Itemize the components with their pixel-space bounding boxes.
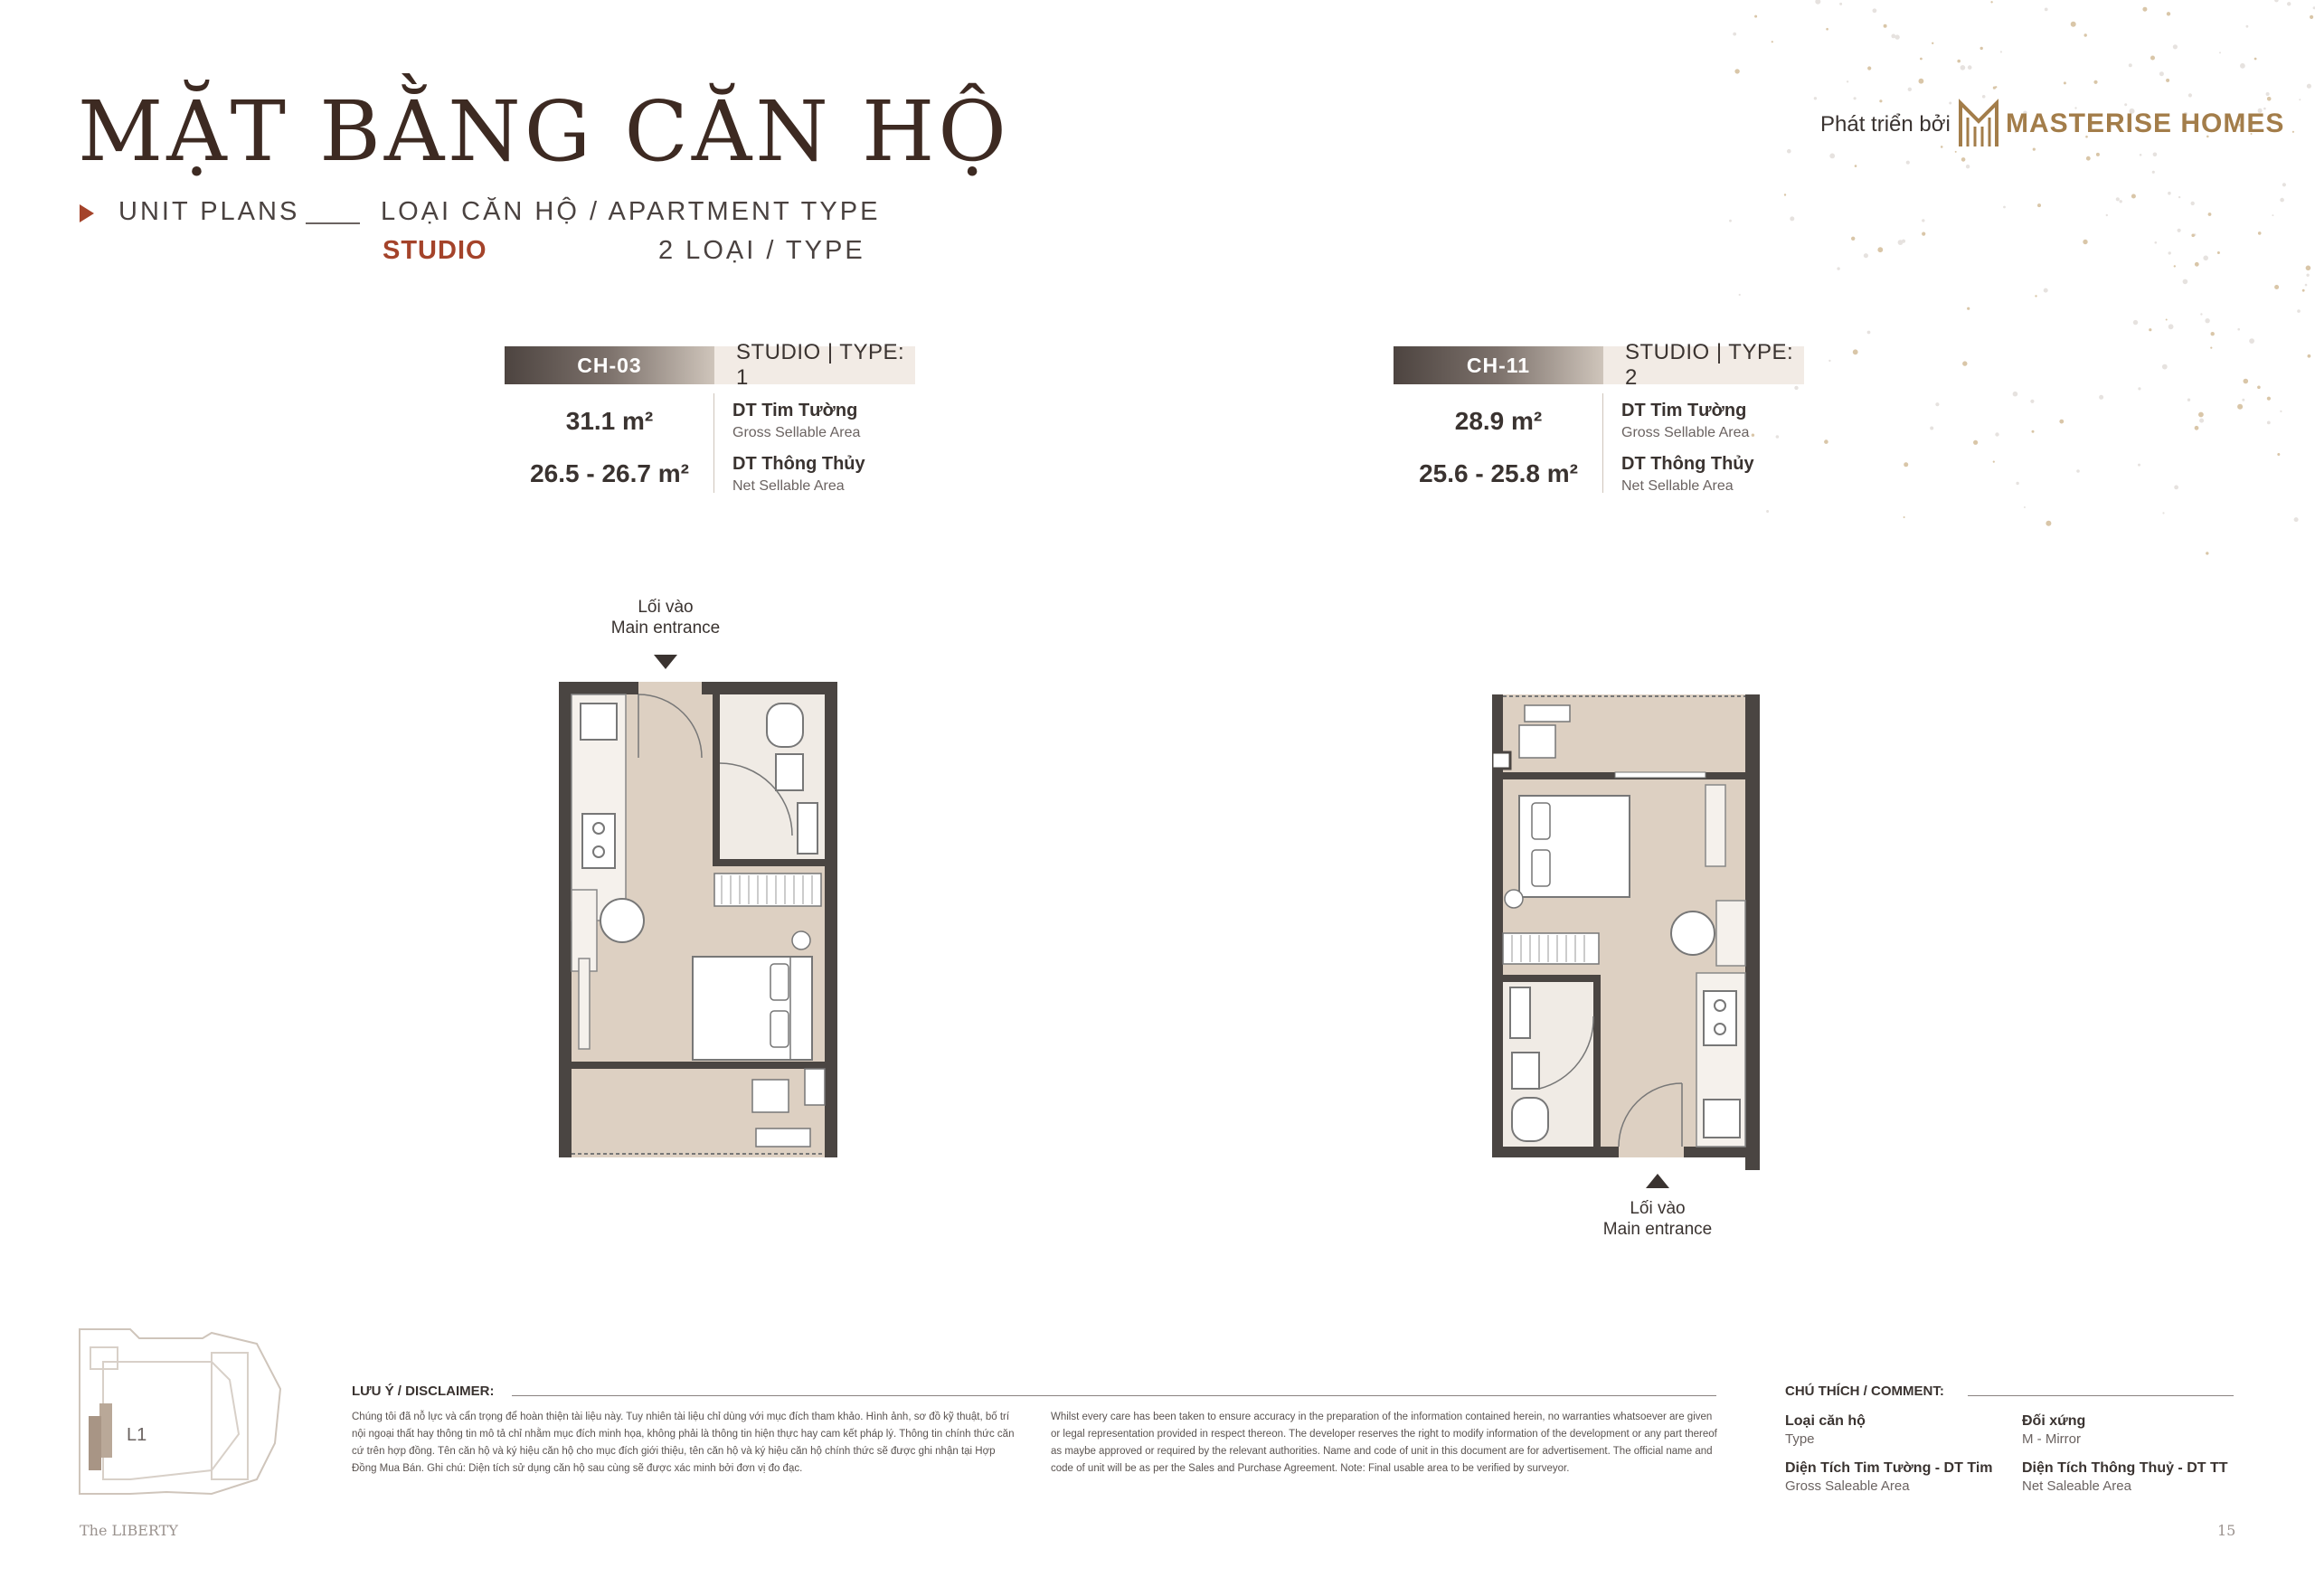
net-area-label-vi: DT Thông Thủy: [732, 454, 865, 474]
page-number: 15: [2217, 1522, 2236, 1539]
key-plan-map: [76, 1326, 284, 1497]
studio-label: STUDIO: [383, 236, 487, 265]
unit-type-badge: STUDIO | TYPE: 2: [1603, 346, 1804, 384]
developer-brand: MASTERISE HOMES: [2006, 109, 2285, 138]
gross-area-label-vi: DT Tim Tường: [732, 401, 858, 420]
entrance-label-vi: Lối vào: [1630, 1199, 1686, 1218]
page-title: MẶT BẰNG CĂN HỘ: [78, 83, 1010, 180]
net-area-label-vi: DT Thông Thủy: [1621, 454, 1754, 474]
entrance-arrow-up-icon: [1646, 1174, 1669, 1188]
apartment-type-label: LOẠI CĂN HỘ / APARTMENT TYPE: [381, 197, 881, 226]
net-area-value: 26.5 - 26.7 m²: [530, 459, 689, 487]
type-count-label: 2 LOẠI / TYPE: [658, 236, 865, 265]
bullet-triangle-icon: [80, 204, 94, 222]
disclaimer-rule: [512, 1395, 1716, 1396]
net-area-label-en: Net Sellable Area: [1621, 478, 1734, 494]
unit-code-badge: CH-11: [1394, 346, 1603, 384]
masterise-logo-icon: [1957, 96, 2000, 148]
disclaimer-text-vi: Chúng tôi đã nỗ lực và cẩn trọng để hoàn thiện tài liệu này. Tuy nhiên tài liệu chỉ dùng với mục đích tham khảo. Hình ảnh, sơ đồ kỹ thuật, bố trí nội ngoại thất hay thông tin mô tả chỉ nhằm mục đích minh họa, không phải là thông tin hiện thực hay cam kết pháp lý. Thông tin chính thức căn cứ trên hợp đồng. Tên căn hộ và ký hiệu căn hộ cho mục đích giới thiệu, tên căn hộ và ký hiệu căn hộ chính thức sẽ được ghi nhận tại Hợp Đồng Mua Bán. Ghi chú: Diện tích sử dụng căn hộ sau cùng sẽ được xác minh bởi đơn vị đo đạc.: [352, 1412, 1015, 1474]
key-plan-level: L1: [127, 1425, 147, 1445]
decorative-dot-pattern: [1718, 0, 2315, 561]
gross-area-label-en: Gross Sellable Area: [1621, 425, 1750, 440]
entrance-arrow-down-icon: [654, 655, 677, 669]
gross-area-label-en: Gross Sellable Area: [732, 425, 861, 440]
gross-area-label-vi: DT Tim Tường: [1621, 401, 1747, 420]
comment-value: M - Mirror: [2022, 1431, 2081, 1447]
gross-area-value: 31.1 m²: [565, 407, 654, 435]
unit-type-badge: STUDIO | TYPE: 1: [714, 346, 915, 384]
disclaimer-text-en: Whilst every care has been taken to ensure accuracy in the preparation of the information contained herein, no warranties whatsoever are given or legal representation provided in respect thereon. The developer reserves the right to modify information of the development or any part thereof as maybe approved or required by the relevant authorities. Name and code of unit in this document are for advertisement. The official name and code of unit will be as per the Sales and Purchase Agreement. Note: Final usable area to be verified by surveyor.: [1051, 1412, 1717, 1474]
comment-value: Net Saleable Area: [2022, 1478, 2131, 1494]
net-area-label-en: Net Sellable Area: [732, 478, 845, 494]
floor-plan-ch03: [559, 682, 839, 1161]
comment-rule: [1968, 1395, 2234, 1396]
info-divider: [713, 393, 714, 493]
entrance-label-en: Main entrance: [1602, 1220, 1713, 1239]
comment-key: Diện Tích Tim Tường - DT Tim: [1785, 1460, 1993, 1476]
comment-value: Type: [1785, 1431, 1815, 1447]
comment-key: Diện Tích Thông Thuỷ - DT TT: [2022, 1460, 2228, 1476]
unit-plans-label: UNIT PLANS: [118, 197, 300, 226]
disclaimer-heading: LƯU Ý / DISCLAIMER:: [352, 1384, 495, 1399]
entrance-label-vi: Lối vào: [638, 598, 694, 617]
project-name: The LIBERTY: [80, 1522, 178, 1539]
entrance-label: [575, 597, 756, 638]
entrance-label: [1567, 1198, 1748, 1240]
gross-area-value: 28.9 m²: [1454, 407, 1543, 435]
unit-code-badge: CH-03: [505, 346, 714, 384]
comment-key: Đối xứng: [2022, 1413, 2086, 1429]
entrance-label-en: Main entrance: [610, 619, 721, 637]
info-divider: [1602, 393, 1603, 493]
developer-label: Phát triển bởi: [1820, 112, 1951, 137]
header-rule: [306, 222, 360, 224]
comment-value: Gross Saleable Area: [1785, 1478, 1910, 1494]
comment-heading: CHÚ THÍCH / COMMENT:: [1785, 1384, 1944, 1399]
floor-plan-ch11: [1492, 694, 1760, 1170]
net-area-value: 25.6 - 25.8 m²: [1419, 459, 1578, 487]
comment-key: Loại căn hộ: [1785, 1413, 1866, 1429]
